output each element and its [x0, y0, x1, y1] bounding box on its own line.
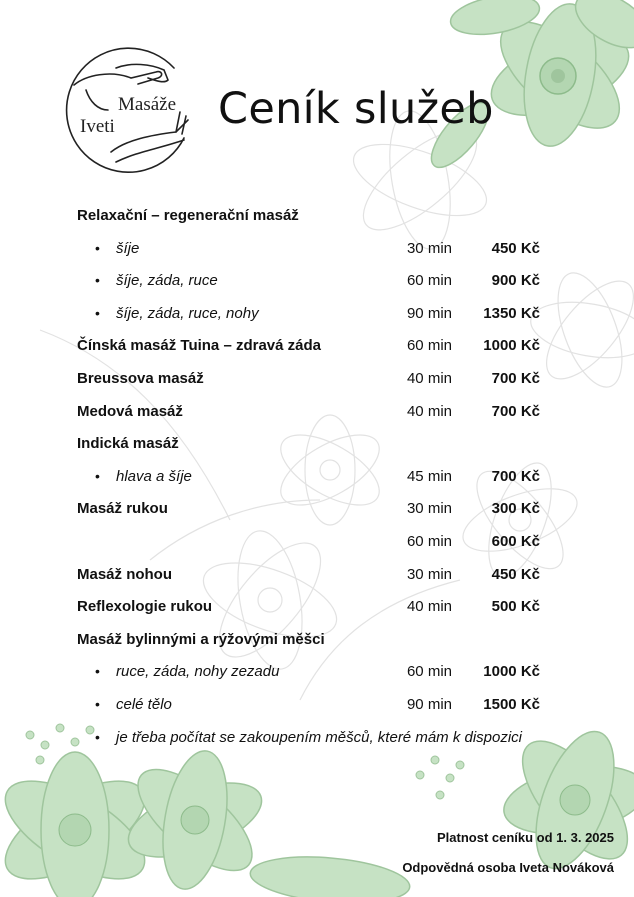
subitem-name: šíje — [116, 240, 140, 257]
logo-text-line1: Masáže — [118, 94, 177, 115]
price: 1500 Kč — [483, 696, 540, 713]
service-row — [0, 207, 634, 231]
service-name: Čínská masáž Tuina – zdravá záda — [77, 337, 321, 354]
bullet-icon: • — [95, 696, 100, 712]
price: 600 Kč — [491, 533, 540, 550]
service-subitem — [0, 696, 634, 720]
service-subitem — [0, 272, 634, 296]
subitem-name: celé tělo — [116, 696, 172, 713]
service-subitem — [0, 533, 634, 557]
bullet-icon: • — [95, 240, 100, 256]
service-row — [0, 370, 634, 394]
price: 450 Kč — [491, 240, 540, 257]
price: 900 Kč — [491, 272, 540, 289]
service-row — [0, 631, 634, 655]
duration: 90 min — [406, 696, 452, 713]
subitem-name: hlava a šíje — [116, 468, 192, 485]
service-subitem — [0, 663, 634, 687]
duration: 40 min — [406, 598, 452, 615]
subitem-name: šíje, záda, ruce, nohy — [116, 305, 259, 322]
price: 1350 Kč — [483, 305, 540, 322]
service-subitem — [0, 729, 634, 753]
service-name: Masáž bylinnými a rýžovými měšci — [77, 631, 325, 648]
logo — [56, 40, 206, 180]
service-name: Indická masáž — [77, 435, 179, 452]
bullet-icon: • — [95, 468, 100, 484]
service-subitem — [0, 468, 634, 492]
service-subitem — [0, 240, 634, 264]
service-row — [0, 435, 634, 459]
price: 450 Kč — [491, 566, 540, 583]
page-title: Ceník služeb — [218, 84, 494, 134]
logo-text-line2: Iveti — [80, 116, 115, 137]
price: 700 Kč — [491, 370, 540, 387]
bullet-icon: • — [95, 729, 100, 745]
responsible-person: Odpovědná osoba Iveta Nováková — [402, 860, 614, 875]
price: 1000 Kč — [483, 337, 540, 354]
subitem-name: je třeba počítat se zakoupením měšců, které mám k dispozici — [116, 729, 523, 746]
price: 700 Kč — [491, 468, 540, 485]
duration: 90 min — [406, 305, 452, 322]
subitem-name: ruce, záda, nohy zezadu — [116, 663, 280, 680]
service-row — [0, 403, 634, 427]
duration: 40 min — [406, 370, 452, 387]
duration: 45 min — [406, 468, 452, 485]
service-row — [0, 598, 634, 622]
price: 700 Kč — [491, 403, 540, 420]
bullet-icon: • — [95, 305, 100, 321]
hand-bottom-icon — [111, 120, 188, 152]
bullet-icon: • — [95, 272, 100, 288]
service-row — [0, 500, 634, 524]
price: 500 Kč — [491, 598, 540, 615]
duration: 30 min — [406, 566, 452, 583]
service-name: Masáž nohou — [77, 566, 173, 583]
service-row — [0, 566, 634, 590]
price: 1000 Kč — [483, 663, 540, 680]
duration: 30 min — [406, 500, 452, 517]
subitem-name: šíje, záda, ruce — [116, 272, 218, 289]
service-name: Masáž rukou — [77, 500, 168, 517]
duration: 40 min — [406, 403, 452, 420]
duration: 60 min — [406, 272, 452, 289]
price: 300 Kč — [491, 500, 540, 517]
validity-note: Platnost ceníku od 1. 3. 2025 — [436, 830, 614, 845]
duration: 60 min — [406, 533, 452, 550]
duration: 60 min — [406, 663, 452, 680]
service-name: Relaxační – regenerační masáž — [77, 207, 299, 224]
duration: 30 min — [406, 240, 452, 257]
service-name: Reflexologie rukou — [77, 598, 213, 615]
bullet-icon: • — [95, 663, 100, 679]
service-name: Medová masáž — [77, 403, 183, 420]
duration: 60 min — [406, 337, 452, 354]
service-name: Breussova masáž — [77, 370, 204, 387]
service-subitem — [0, 305, 634, 329]
service-row — [0, 337, 634, 361]
